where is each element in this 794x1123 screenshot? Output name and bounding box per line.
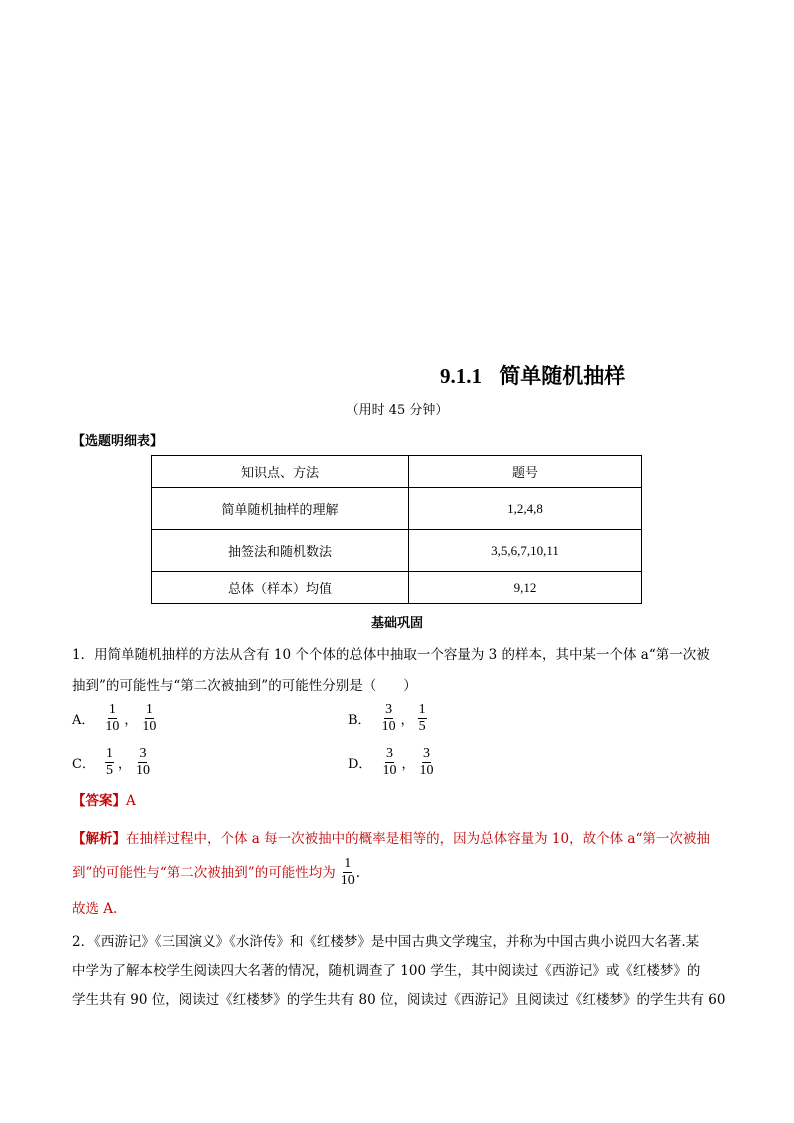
analysis-line-1	[72, 824, 732, 854]
table-cell: 简单随机抽样的理解	[152, 488, 409, 530]
numerator: 3	[385, 702, 393, 717]
analysis-tag: 【解析】	[72, 831, 126, 847]
question-2-line-1: 2．《西游记》《三国演义》《水浒传》和《红楼梦》是中国古典文学瑰宝，并称为中国古典小说四大名著.某	[72, 934, 700, 950]
option-label: D．	[348, 757, 372, 772]
denominator: 10	[381, 719, 396, 734]
question-2-line-3: 学生共有 90 位，阅读过《红楼梦》的学生共有 80 位，阅读过《西游记》且阅读过《红楼梦》的学生共有 60	[72, 992, 726, 1008]
period: .	[355, 864, 361, 881]
denominator: 10	[382, 763, 397, 778]
option-label: A．	[72, 713, 95, 728]
fraction	[135, 746, 151, 779]
denominator: 10	[419, 763, 434, 778]
fraction	[381, 702, 397, 735]
topic-table	[151, 455, 642, 604]
numerator: 3	[139, 746, 147, 761]
option-a	[72, 702, 157, 735]
separator: ，	[400, 713, 414, 728]
analysis-block	[72, 824, 732, 889]
analysis-line-2	[72, 856, 732, 889]
topic-table-label: 【选题明细表】	[72, 434, 164, 449]
question-2-stem	[72, 928, 732, 1015]
table-row	[152, 488, 642, 530]
fraction	[381, 746, 397, 779]
question-2-line-2: 中学为了解本校学生阅读四大名著的情况，随机调查了 100 学生，其中阅读过《西游记》或《红楼梦》的	[72, 963, 701, 979]
denominator: 10	[105, 719, 120, 734]
table-header-row	[152, 456, 642, 488]
time-limit: （用时 45 分钟）	[345, 403, 449, 418]
table-row	[152, 530, 642, 572]
table-cell: 3,5,6,7,10,11	[409, 530, 642, 572]
answer-value: A	[126, 793, 136, 809]
option-b	[348, 702, 427, 735]
fraction	[340, 856, 356, 889]
fraction	[105, 746, 114, 779]
denominator: 5	[105, 763, 113, 778]
option-c	[72, 746, 151, 779]
fraction	[418, 746, 434, 779]
answer-line	[72, 786, 732, 816]
table-cell: 抽签法和随机数法	[152, 530, 409, 572]
table-header-cell: 题号	[409, 456, 642, 488]
separator: ，	[401, 757, 415, 772]
denominator: 5	[418, 719, 426, 734]
denominator: 10	[340, 873, 355, 888]
denominator: 10	[135, 763, 150, 778]
analysis-text: 在抽样过程中，个体 a 每一次被抽中的概率是相等的，因为总体容量为 10，故个体 a“第一次被抽	[126, 831, 710, 847]
fraction	[418, 702, 427, 735]
option-d	[348, 746, 434, 779]
fraction	[104, 702, 120, 735]
table-cell: 1,2,4,8	[409, 488, 642, 530]
option-label: B．	[348, 713, 371, 728]
numerator: 1	[145, 702, 153, 717]
separator: ，	[124, 713, 138, 728]
answer-tag: 【答案】	[72, 793, 126, 809]
fraction	[141, 702, 157, 735]
numerator: 1	[344, 856, 352, 871]
page-title	[0, 360, 794, 390]
option-label: C．	[72, 757, 95, 772]
table-cell: 9,12	[409, 572, 642, 604]
separator: ，	[117, 757, 131, 772]
numerator: 3	[422, 746, 430, 761]
numerator: 1	[105, 746, 113, 761]
section-heading: 基础巩固	[370, 616, 423, 631]
denominator: 10	[142, 719, 157, 734]
table-row	[152, 572, 642, 604]
question-1-line-1: 1．用简单随机抽样的方法从含有 10 个个体的总体中抽取一个容量为 3 的样本，其中某一个体 a“第一次被	[72, 647, 710, 663]
title-text: 简单随机抽样	[499, 363, 626, 388]
question-1-stem	[72, 640, 732, 702]
question-1-line-2: 抽到”的可能性与“第二次被抽到”的可能性分别是（ ）	[72, 678, 417, 694]
numerator: 3	[385, 746, 393, 761]
table-header-cell: 知识点、方法	[152, 456, 409, 488]
numerator: 1	[418, 702, 426, 717]
title-number: 9.1.1	[440, 364, 482, 388]
table-cell: 总体（样本）均值	[152, 572, 409, 604]
conclusion: 故选 A.	[72, 901, 118, 917]
analysis-text: 到”的可能性与“第二次被抽到”的可能性均为	[72, 864, 336, 881]
numerator: 1	[108, 702, 116, 717]
